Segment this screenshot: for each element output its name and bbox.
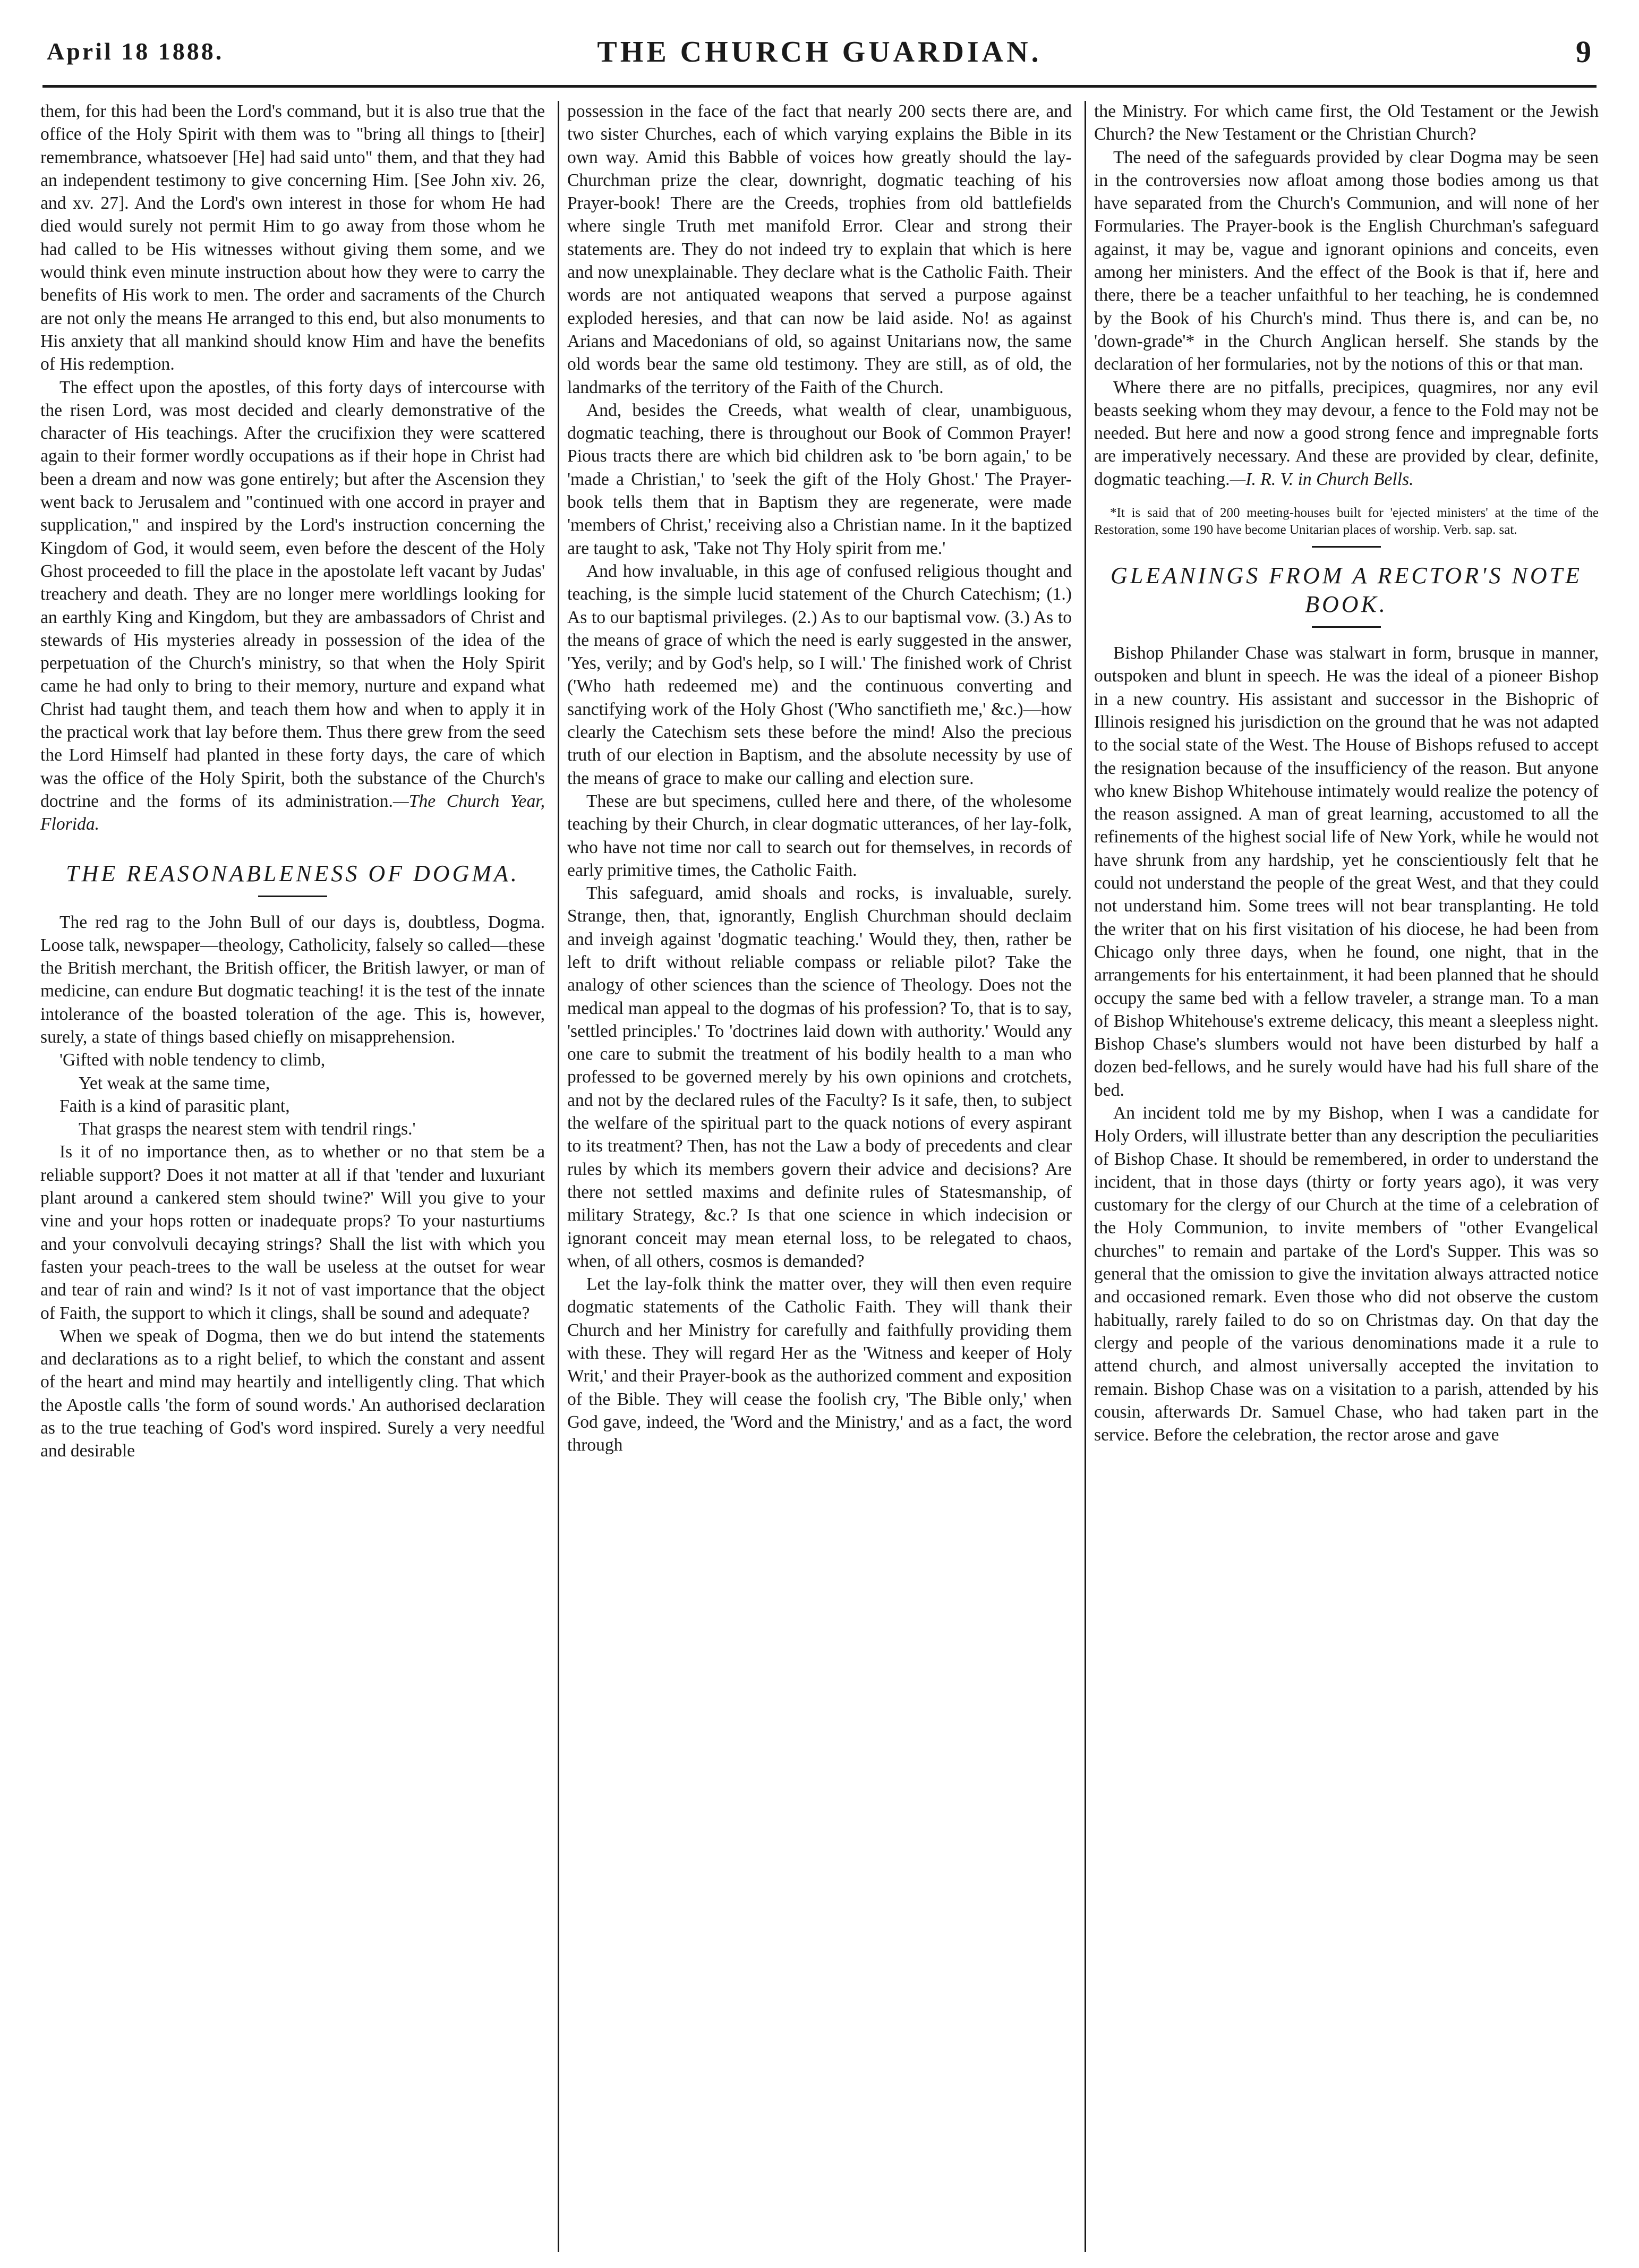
paragraph: Bishop Philander Chase was stalwart in form, brusque in manner, outspoken and blunt in speech. He was the ideal of a pioneer Bishop in a new country. His assistant and successor in the Bishopric of Illinois resigned his jurisdiction on the ground that he was not adapted to the social state of the West. The House of Bishops refused to accept the resignation because of the insufficiency of the reason. But anyone who knew Bishop Whitehouse intimately would realize the potency of the reason assigned. A man of great learning, accustomed to all the refinements of the highest social life of New York, while he would not have shrunk from any hardship, yet he conscientiously felt that he could not understand the people of the great West, and that they could not understand him. Some trees will not bear transplanting. He told the writer that on his first visitation of his diocese, he had been from Chicago only three days, when he found, one night, that in the arrangements for his entertainment, it had been planned that he should occupy the same bed with a fellow traveler, a strange man. To a man of Bishop Whitehouse's extreme delicacy, this meant a sleepless night. Bishop Chase's slumbers would not have been disturbed by half a dozen bed-fellows, and he surely would have had his full share of the bed. [1094, 643, 1599, 1100]
column-3 [1094, 100, 1599, 2256]
paragraph: An incident told me by my Bishop, when I was a candidate for Holy Orders, will illustrate better than any description the peculiarities of Bishop Chase. It should be remembered, in order to understand the incident, that in those days (thirty or forty years ago), it was very customary for the clergy of our Church at the time of a celebration of the Holy Communion, to invite members of "other Evangelical churches" to remain and partake of the Lord's Supper. This was so general that the omission to give the invitation always attracted notice and occasioned remark. Even those who did not observe the custom habitually, rarely failed to do so on Christmas day. On that day the clergy and people of the various denominations made it a rule to attend church, and almost universally accepted the invitation to remain. Bishop Chase was on a visitation to a parish, attended by his cousin, afterwards Dr. Samuel Chase, who had taken part in the service. Before the celebration, the rector arose and gave [1094, 1103, 1599, 1445]
paragraph: And how invaluable, in this age of confused religious thought and teaching, is the simple lucid statement of the Church Catechism; (1.) As to our baptismal privileges. (2.) As to our baptismal vow. (3.) As to the means of grace of which the need is early suggested in the answer, 'Yes, verily; and by God's help, so I will.' The finished work of Christ ('Who hath redeemed me) and the continuous converting and sanctifying work of the Holy Ghost ('Who sanctifieth me,' &c.)—how clearly the Catechism sets these before the mind! Also the precious truth of our election in Baptism, and the absolute necessity by use of the means of grace to make our calling and election sure. [567, 561, 1072, 788]
verse-line: 'Gifted with noble tendency to climb, [59, 1050, 326, 1070]
column-divider [1085, 101, 1086, 2252]
verse-line: Faith is a kind of parasitic plant, [59, 1096, 290, 1116]
article-heading: GLEANINGS FROM A RECTOR'S NOTE BOOK. [1111, 562, 1582, 618]
paragraph: Where there are no pitfalls, precipices, quagmires, nor any evil beasts seeking whom they may devour, a fence to the Fold may not be needed. But here and now a good strong fence and impregnable forts are imperatively necessary. And these are provided by clear, definite, dogmatic teaching.—I. R. V. in Church Bells. [1094, 377, 1599, 489]
article-source: —I. R. V. in Church Bells. [1230, 469, 1414, 489]
newspaper-title: THE CHURCH GUARDIAN. [597, 36, 1042, 69]
paragraph: The red rag to the John Bull of our days is, doubtless, Dogma. Loose talk, newspaper—theology, Catholicity, falsely so called—these the British merchant, the British officer, the British lawyer, or man of medicine, can endure But dogmatic teaching! it is the test of the innate intolerance of the boasted toleration of the age. This is, however, surely, a state of things based chiefly on misapprehension. [40, 912, 545, 1047]
footnote: *It is said that of 200 meeting-houses built for 'ejected ministers' at the time of the Restoration, some 190 have become Unitarian places of worship. Verb. sap. sat. [1094, 506, 1599, 538]
divider [258, 896, 327, 897]
poem-quote [40, 1048, 545, 1140]
divider [1312, 546, 1381, 548]
verse-line: That grasps the nearest stem with tendril rings.' [79, 1119, 416, 1139]
paragraph: them, for this had been the Lord's command, but it is also true that the office of the Holy Spirit with them was to "bring all things to [their] remembrance, whatsoever [He] had said unto" them, and that they had an independent testimony to give concerning Him. [See John xiv. 26, and xv. 27]. And the Lord's own interest in those for whom He had died would surely not permit Him to go away from those whom he had called to be His witnesses without giving them some, and we would think even minute instruction about how they were to carry the benefits of His work to men. The order and sacraments of the Church are not only the means He arranged to this end, but also monuments to His anxiety that all mankind should know Him and have the benefits of His redemption. [40, 101, 545, 374]
paragraph: And, besides the Creeds, what wealth of clear, unambiguous, dogmatic teaching, there is throughout our Book of Common Prayer! Pious tracts there are which bid children ask to 'be born again,' to be 'made a Christian,' to 'seek the gift of the Holy Ghost.' The Prayer-book tells them that in Baptism they are regenerate, were made 'members of Christ,' receiving also a Christian name. In it the baptized are taught to ask, 'Take not Thy Holy spirit from me.' [567, 400, 1072, 558]
paragraph: When we speak of Dogma, then we do but intend the statements and declarations as to a right belief, to which the constant and assent of the heart and mind may heartily and intelligently cling. That which the Apostle calls 'the form of sound words.' An authorised declaration as to the true teaching of God's word inspired. Surely a very needful and desirable [40, 1326, 545, 1461]
column-2 [567, 100, 1072, 2256]
paragraph: Let the lay-folk think the matter over, they will then even require dogmatic statements of the Catholic Faith. They will thank their Church and her Ministry for carefully and faithfully providing them with these. They will regard Her as the 'Witness and keeper of Holy Writ,' and their Prayer-book as the authorized comment and exposition of the Bible. They will cease the foolish cry, 'The Bible only,' when God gave, indeed, the 'Word and the Ministry,' and as a fact, the word through [567, 1274, 1072, 1455]
verse-line: Yet weak at the same time, [79, 1073, 270, 1093]
paragraph: These are but specimens, culled here and there, of the wholesome teaching by their Church, in clear dogmatic utterances, of her lay-folk, who have not time nor call to search out for themselves, in records of early primitive times, the Catholic Faith. [567, 791, 1072, 880]
paragraph: This safeguard, amid shoals and rocks, is invaluable, surely. Strange, then, that, ignorantly, English Churchman should declaim and inveigh against 'dogmatic teaching.' Would they, then, rather be left to drift without reliable compass or reliable pilot? Take the analogy of other sciences than the science of Theology. Does not the medical man appeal to the dogmas of his profession? To, that is to say, 'settled principles.' To 'doctrines laid down with authority.' Would any one care to submit the treatment of his bodily health to a man who professed to be governed merely by his own opinions and crotchets, and not by the declared rules of the Faculty? Is it safe, then, to subject the welfare of the spiritual part to the quack notions of every aspirant to its treatment? Then, has not the Law a body of precedents and clear rules by which its members govern their advice and decisions? Are there not settled maxims and definite rules of Statesmanship, of military Strategy, &c.? Is that one science in which indecision or ignorant conceit may mean eternal loss, to be relegated to chaos, when, of all others, cosmos is demanded? [567, 883, 1072, 1271]
paragraph: The need of the safeguards provided by clear Dogma may be seen in the controversies now afloat among those bodies among us that have separated from the Church's Communion, and will none of her Formularies. The Prayer-book is the English Churchman's safeguard against, it may be, vague and ignorant opinions and conceits, even among her ministers. And the effect of the Book is that if, here and there, there be a teacher unfaithful to her teaching, he is condemned by the Book of his Church's mind. Thus there is, and can be, no 'down-grade'* in the Church Anglican herself. She stands by the declaration of her formularies, not by the notions of this or that man. [1094, 147, 1599, 374]
column-divider [558, 101, 559, 2252]
masthead [42, 21, 1597, 88]
issue-date: April 18 1888. [47, 38, 224, 65]
paragraph: The effect upon the apostles, of this forty days of intercourse with the risen Lord, was most decided and clearly demonstrative of the character of His teachings. After the crucifixion they were scattered again to their former wordly occupations as if their hope in Christ had been a dream and now was gone entirely; but after the Ascension they went back to Jerusalem and "continued with one accord in prayer and supplication," and inspired by the Lord's instruction concerning the Kingdom of God, it would seem, even before the descent of the Holy Ghost proceeded to fill the place in the apostolate left vacant by Judas' treachery and death. They are no longer mere worldlings looking for an earthly King and Kingdom, but they are ambassadors of Christ and stewards of His mysteries already in possession of the idea of the perpetuation of the Church's ministry, so that when the Holy Spirit came he had only to bring to their memory, nurture and expand what Christ had taught them, and teach them how and when to apply it in the practical work that lay before them. Thus there grew from the seed the Lord Himself had planted in these forty days, the care of which was the office of the Holy Spirit, both the substance of the Church's doctrine and the forms of its administration.—The Church Year, Florida. [40, 377, 545, 834]
page-number: 9 [1576, 35, 1591, 69]
paragraph: possession in the face of the fact that nearly 200 sects there are, and two sister Churches, each of which varying explains the Bible in its own way. Amid this Babble of voices how greatly should the lay-Churchman prize the clear, downright, dogmatic teaching of his Prayer-book! There are the Creeds, trophies from old battlefields where single Truth met manifold Error. Clear and strong their statements are. They do not indeed try to explain that which is here and now unexplainable. They declare what is the Catholic Faith. Their words are not antiquated weapons that served a purpose against exploded heresies, and that can now be laid aside. No! as against Arians and Macedonians of old, so against Unitarians now, the same old words bear the same old testimony. They are still, as of old, the landmarks of the territory of the Faith of the Church. [567, 101, 1072, 397]
paragraph: Is it of no importance then, as to whether or no that stem be a reliable support? Does it not matter at all if that 'tender and luxuriant plant around a cankered stem should twine?' Will you give to your vine and your hops rotten or inadequate props? To your nasturtiums and your convolvuli decaying strings? Shall the list with which you fasten your peach-trees to the wall be useless at the outset for wear and tear of rain and wind? Is it not of vast importance that the object of Faith, the support to which it clings, shall be sound and adequate? [40, 1142, 545, 1323]
column-1 [40, 100, 545, 2256]
paragraph: the Ministry. For which came first, the Old Testament or the Jewish Church? the New Testament or the Christian Church? [1094, 101, 1599, 144]
article-heading: THE REASONABLENESS OF DOGMA. [66, 860, 519, 886]
article-source: —The Church Year, Florida. [40, 791, 545, 834]
divider [1312, 626, 1381, 628]
